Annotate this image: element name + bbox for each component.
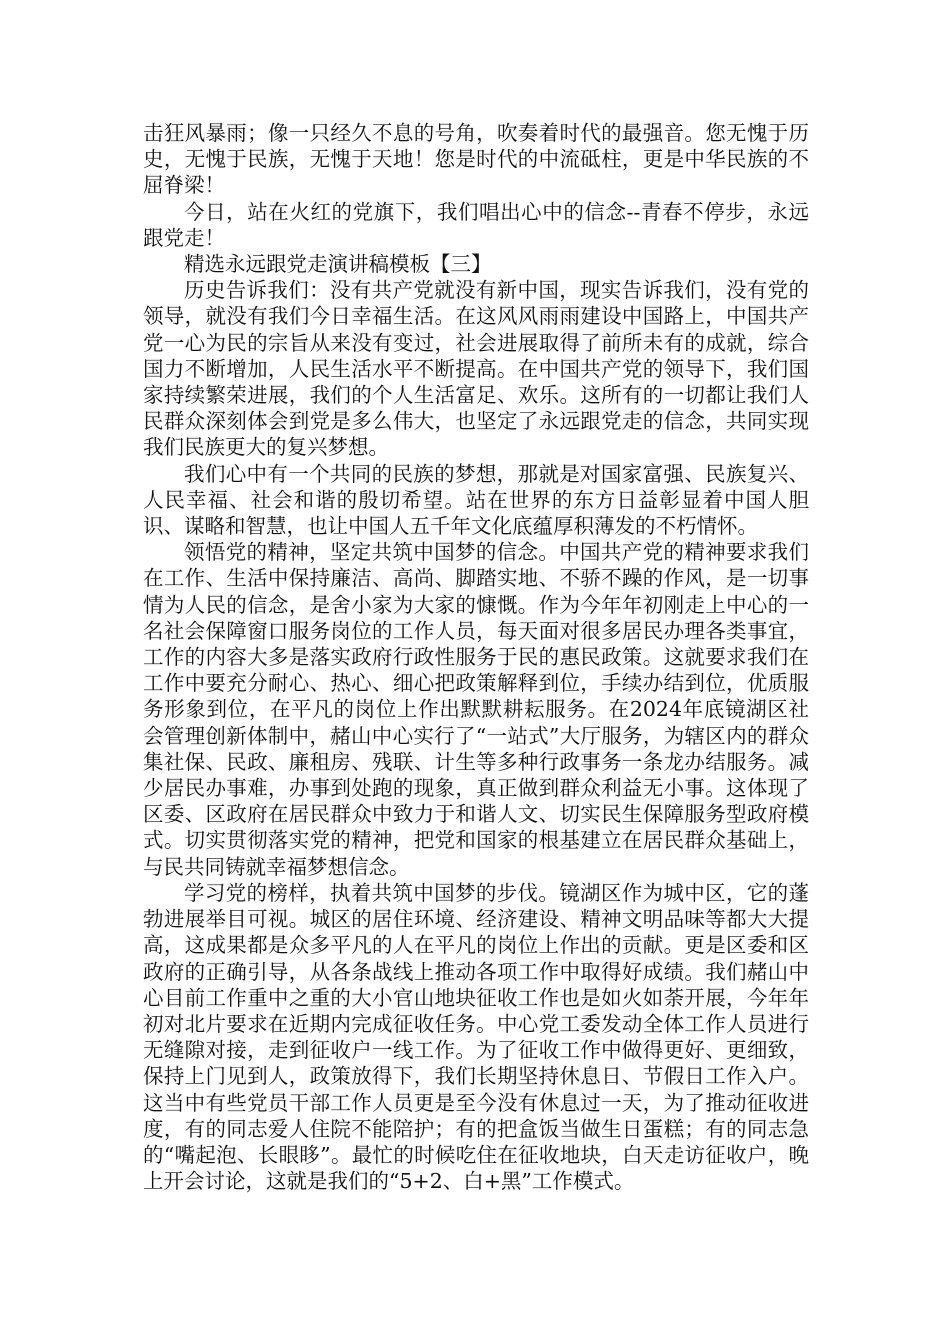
document-body [143, 120, 809, 1194]
paragraph-6: 领悟党的精神，坚定共筑中国梦的信念。中国共产党的精神要求我们在工作、生活中保持廉洁、高尚、脚踏实地、不骄不躁的作风，是一切事情为人民的信念，是舍小家为大家的慷慨。作为今年年初刚走上中心的一名社会保障窗口服务岗位的工作人员，每天面对很多居民办理各类事宜，工作的内容大多是落实政府行政性服务于民的惠民政策。这就要求我们在工作中要充分耐心、热心、细心把政策解释到位，手续办结到位，优质服务形象到位，在平凡的岗位上作出默默耕耘服务。在2024年底镜湖区社会管理创新体制中，赭山中心实行了“一站式”大厅服务，为辖区内的群众集社保、民政、廉租房、残联、计生等多种行政事务一条龙办结服务。减少居民办事难，办事到处跑的现象，真正做到群众利益无小事。这体现了区委、区政府在居民群众中致力于和谐人文、切实民生保障服务型政府模式。切实贯彻落实党的精神，把党和国家的根基建立在居民群众基础上，与民共同铸就幸福梦想信念。 [143, 540, 809, 879]
paragraph-1: 击狂风暴雨；像一只经久不息的号角，吹奏着时代的最强音。您无愧于历史，无愧于民族，无愧于天地！您是时代的中流砥柱，更是中华民族的不屈脊梁！ [143, 121, 809, 198]
paragraph-5: 我们心中有一个共同的民族的梦想，那就是对国家富强、民族复兴、人民幸福、社会和谐的殷切希望。站在世界的东方日益彰显着中国人胆识、谋略和智慧，也让中国人五千年文化底蕴厚积薄发的不朽情怀。 [143, 461, 809, 539]
paragraph-2: 今日，站在火红的党旗下，我们唱出心中的信念--青春不停步，永远跟党走！ [143, 199, 809, 250]
paragraph-4: 历史告诉我们：没有共产党就没有新中国，现实告诉我们，没有党的领导，就没有我们今日幸福生活。在这风风雨雨建设中国路上，中国共产党一心为民的宗旨从来没有变过，社会进展取得了前所未有的成就，综合国力不断增加，人民生活水平不断提高。在中国共产党的领导下，我们国家持续繁荣进展，我们的个人生活富足、欢乐。这所有的一切都让我们人民群众深刻体会到党是多么伟大，也坚定了永远跟党走的信念，共同实现我们民族更大的复兴梦想。 [143, 278, 809, 460]
paragraph-7: 学习党的榜样，执着共筑中国梦的步伐。镜湖区作为城中区，它的蓬勃进展举目可视。城区的居住环境、经济建设、精神文明品味等都大大提高，这成果都是众多平凡的人在平凡的岗位上作出的贡献。更是区委和区政府的正确引导，从各条战线上推动各项工作中取得好成绩。我们赭山中心目前工作重中之重的大小官山地块征收工作也是如火如荼开展，今年年初对北片要求在近期内完成征收任务。中心党工委发动全体工作人员进行无缝隙对接，走到征收户一线工作。为了征收工作中做得更好、更细致，保持上门见到人，政策放得下，我们长期坚持休息日、节假日工作入户。这当中有些党员干部工作人员更是至今没有休息过一天，为了推动征收进度，有的同志爱人住院不能陪护；有的把盒饭当做生日蛋糕；有的同志急的“嘴起泡、长眼眵”。最忙的时候吃住在征收地块，白天走访征收户，晚上开会讨论，这就是我们的“5+2、白+黑”工作模式。 [143, 880, 809, 1194]
section-heading: 精选永远跟党走演讲稿模板【三】 [184, 252, 492, 277]
